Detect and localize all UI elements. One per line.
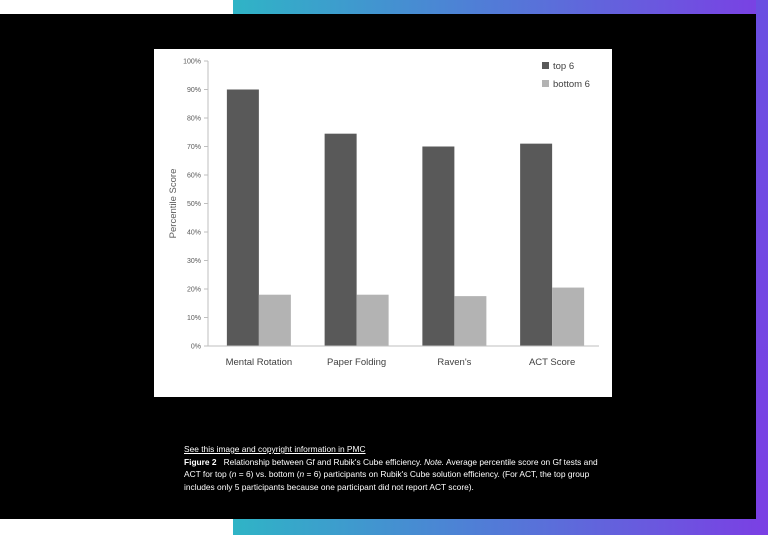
y-tick-label: 0% [190, 343, 201, 351]
caption-text-2: = 6) vs. bottom ( [236, 469, 300, 480]
bar-top-3 [520, 144, 552, 346]
caption-text-3: = 6) participants on Rubik's Cube solution efficiency. (For ACT, the top group includes only 5 participants because one participant did not report ACT score). [184, 469, 590, 492]
y-tick-label: 30% [186, 258, 201, 265]
legend-swatch [542, 62, 549, 69]
y-tick-label: 20% [186, 286, 201, 294]
bar-top-1 [325, 134, 357, 346]
note-label: Note. [424, 456, 445, 467]
y-tick-label: 60% [186, 172, 201, 180]
y-tick-label: 10% [186, 315, 201, 322]
figure-panel [0, 14, 756, 519]
figure-label: Figure 2 [184, 456, 217, 467]
y-axis-title: Percentile Score [168, 168, 179, 239]
figure-title: Relationship between Gf and Rubik's Cube efficiency. [223, 456, 422, 467]
y-tick-label: 50% [186, 201, 201, 208]
y-tick-label: 100% [183, 58, 201, 66]
x-axis-labels [226, 357, 576, 368]
bar-bottom-0 [259, 295, 291, 346]
x-tick-label: ACT Score [528, 357, 576, 368]
gradient-bar-top [233, 0, 768, 14]
figure-caption [184, 443, 604, 493]
legend-label: top 6 [553, 61, 575, 72]
legend [542, 61, 590, 90]
bar-bottom-1 [357, 295, 389, 346]
x-tick-label: Raven's [437, 357, 472, 368]
bar-group [227, 90, 584, 347]
gradient-bar-right [756, 0, 768, 535]
gradient-bar-bottom [233, 519, 768, 535]
legend-label: bottom 6 [553, 79, 590, 90]
bar-chart [154, 49, 612, 397]
y-tick-label: 70% [186, 144, 201, 151]
bar-bottom-3 [552, 288, 584, 346]
copyright-link[interactable]: See this image and copyright information in PMC [184, 444, 366, 454]
y-tick-label: 40% [186, 229, 201, 237]
x-tick-label: Mental Rotation [225, 357, 293, 368]
y-axis-ticks [183, 59, 208, 351]
n-symbol-bottom: n [299, 469, 305, 480]
y-tick-label: 80% [186, 115, 201, 123]
n-symbol-top: n [231, 469, 237, 480]
x-tick-label: Paper Folding [327, 357, 387, 368]
chart-container [154, 49, 612, 397]
caption-text-1: Average percentile score on Gf tests and ACT for top ( [184, 456, 598, 480]
y-tick-label: 90% [186, 87, 201, 94]
bar-top-0 [227, 90, 259, 347]
bar-bottom-2 [454, 296, 486, 346]
legend-swatch [542, 80, 549, 87]
bar-top-2 [422, 147, 454, 347]
